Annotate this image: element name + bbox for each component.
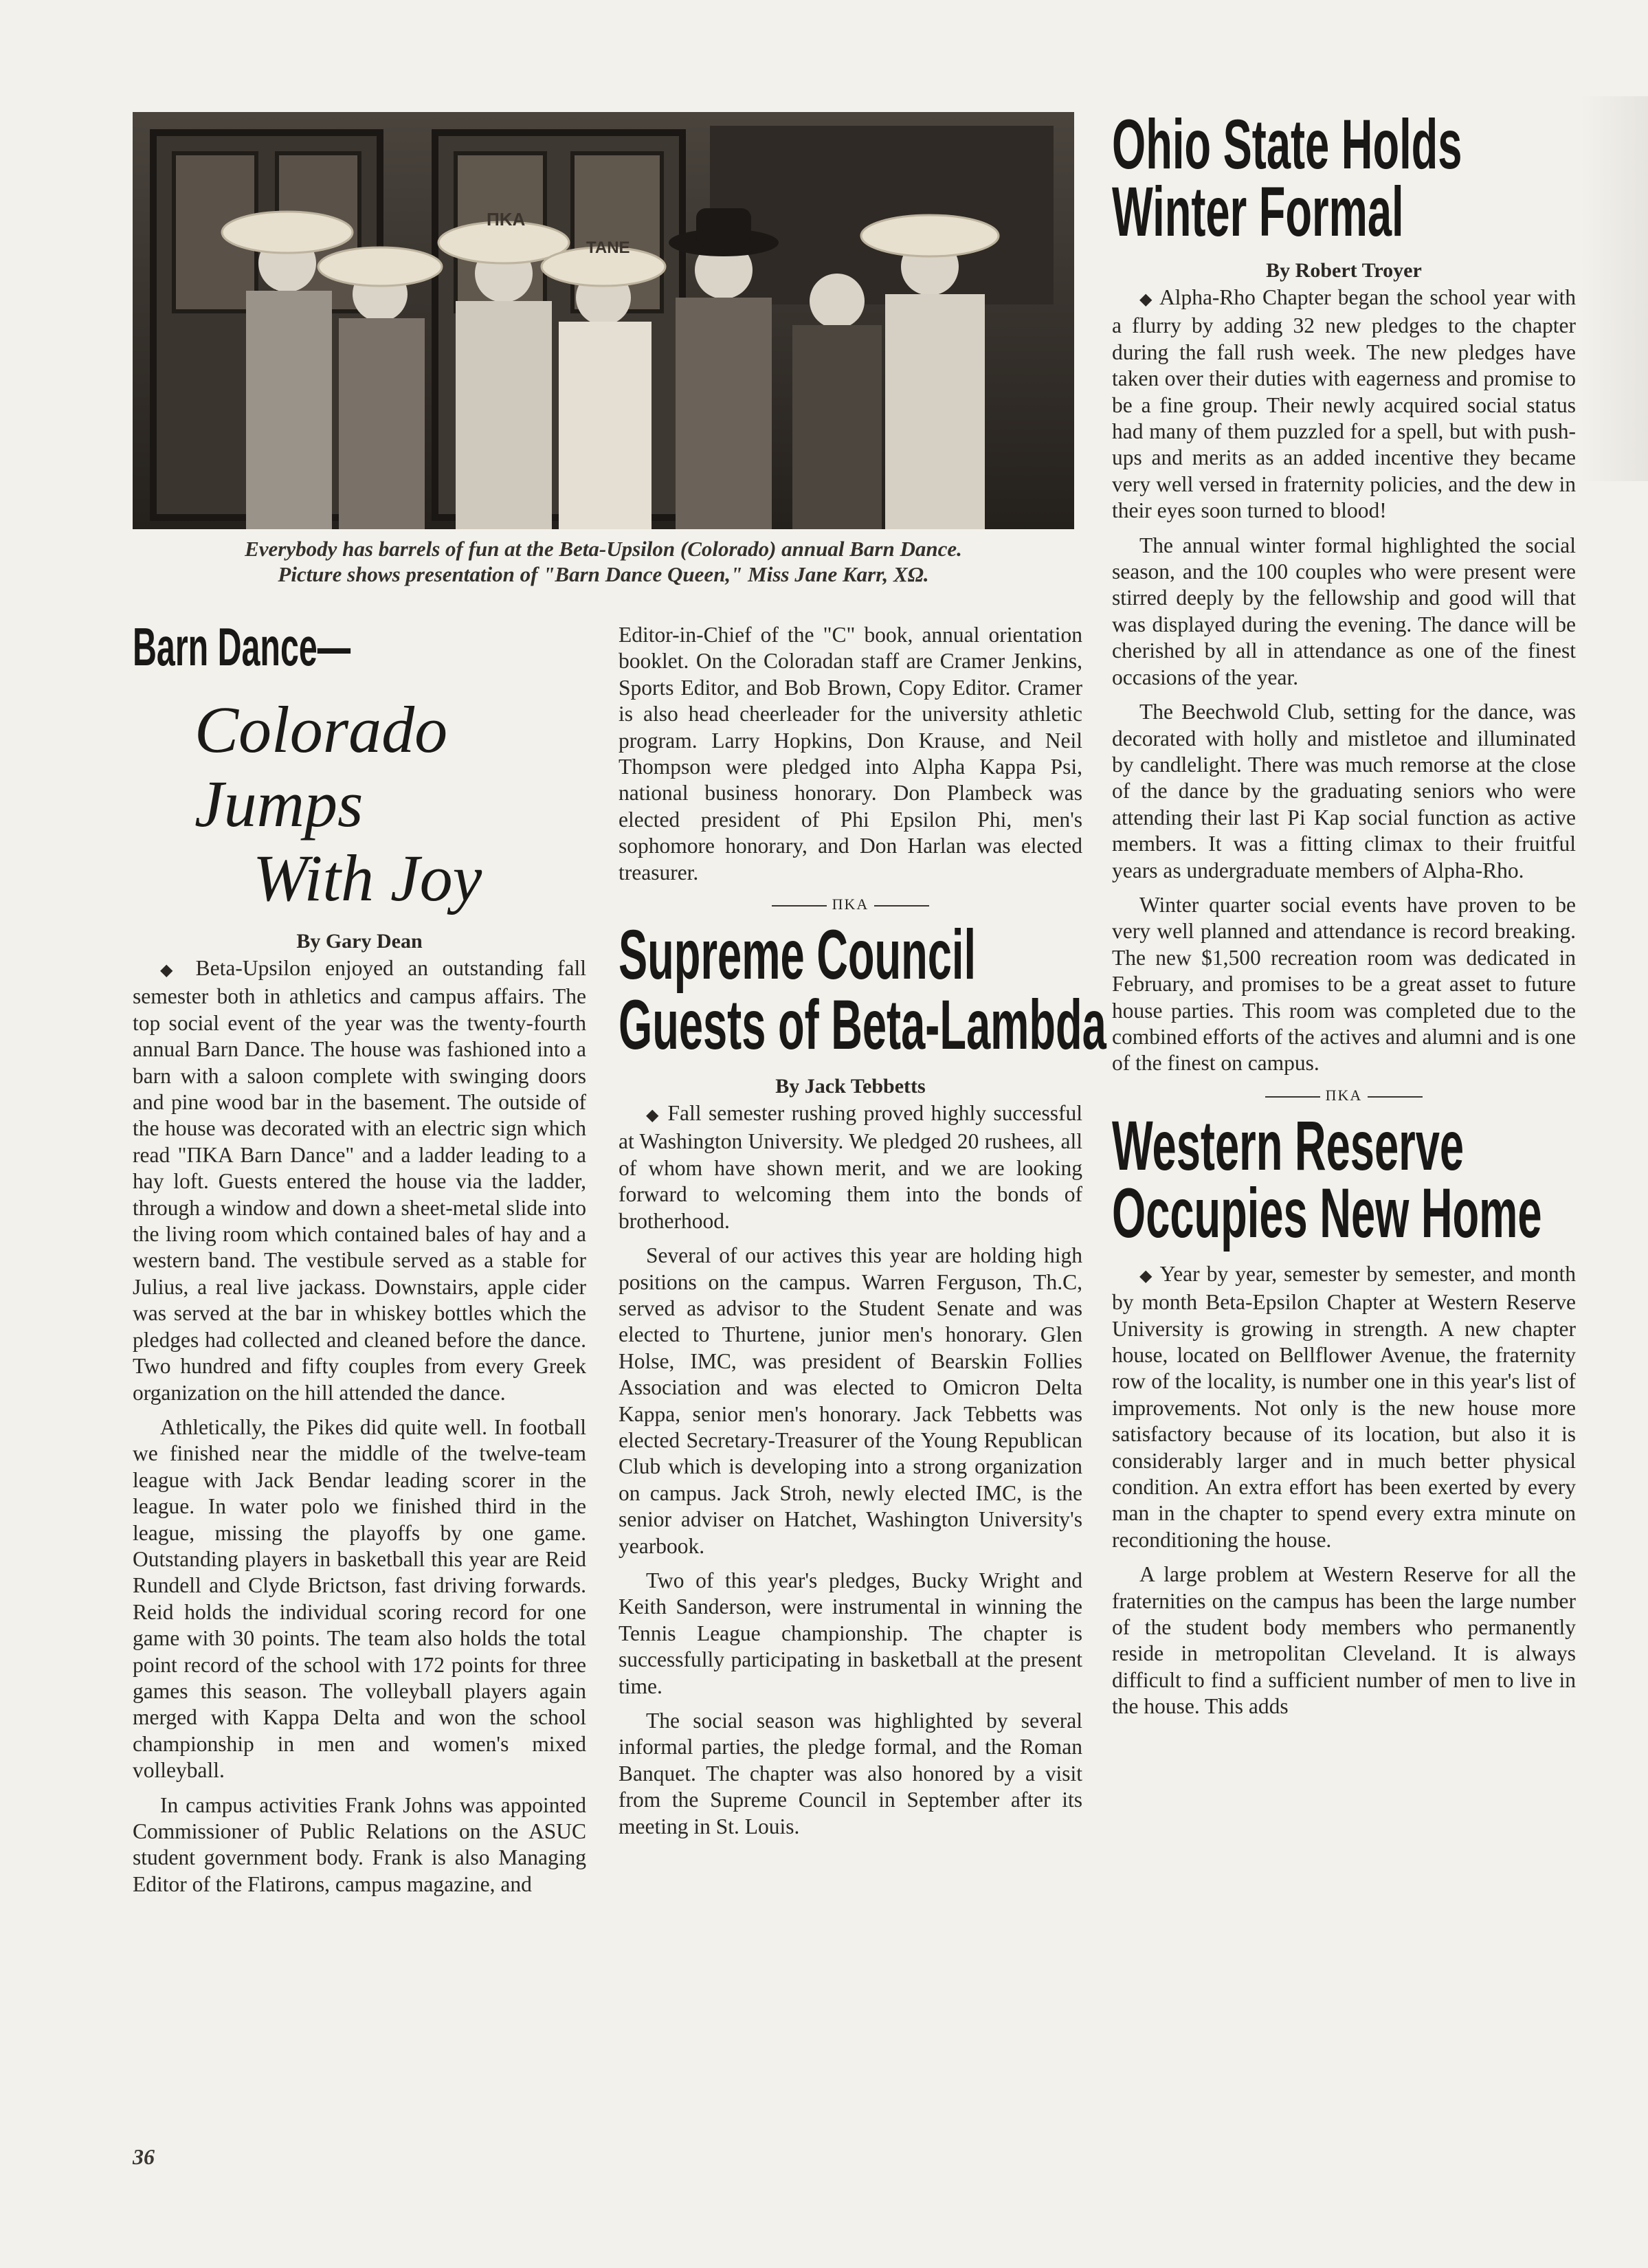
diamond-icon: ◆: [1139, 1267, 1154, 1285]
article2-paragraph-4: The social season was highlighted by several informal parties, the pledge formal, and the Roman Banquet. The chapter was also honored by a visit from the Supreme Council in September after its meeting in St. Louis.: [619, 1709, 1082, 1838]
article1-byline: By Gary Dean: [296, 930, 423, 953]
article3-paragraph-2: The annual winter formal highlighted the social season, and the 100 couples who were present were stirred deeply by the fellowship and good will that was displayed during the evening. The dance will be cherished by all in attendance as one of the finest occasions of the year.: [1112, 533, 1576, 689]
article1-title: Barn Dance—: [133, 616, 351, 677]
article3-byline: By Robert Troyer: [1266, 259, 1422, 282]
diamond-icon: ◆: [646, 1107, 661, 1125]
article2-title-line-1: Supreme Council: [619, 915, 977, 994]
separator-1: ΠΚΑ: [619, 894, 1082, 915]
diamond-icon: ◆: [1139, 291, 1154, 309]
article3-paragraph-1: ◆ Alpha-Rho Chapter began the school year with a flurry by adding 32 new pledges to the chapter during the fall rush week. The new pledges have taken over their duties with eagerness and promise to be a fine group. Their newly acquired social status had many of them puzzled for a spell, but with push-ups and merits as an added incentive they became very well versed in fraternity policies, and the dew in their eyes soon turned to blood!: [1112, 285, 1576, 523]
article3-title-line-2: Winter Formal: [1112, 173, 1404, 251]
article3-paragraph-4: Winter quarter social events have proven to be very well planned and attendance is record breaking. The new $1,500 recreation room was dedicated in February, and promises to be a great asset to future house parties. This room was completed due to the combined efforts of the actives and alumni and is one of the finest on campus.: [1112, 892, 1576, 1076]
article1-paragraph-1: ◆ Beta-Upsilon enjoyed an outstanding fall semester both in athletics and campus affairs. The top social event of the year was the twenty-fourth annual Barn Dance. The house was fashioned into a barn with a saloon complete with swinging doors and pine wood bar in the basement. The outside of the house was decorated with an electric sign which read "ΠΚΑ Barn Dance" and a ladder leading to a hay loft. Guests entered the house via the ladder, through a window and down a sheet-metal slide into the living room which contained bales of hay and a western band. The vestibule served as a stable for Julius, a real live jackass. Downstairs, apple cider was served at the bar in whiskey bottles which the pledges had collected and cleaned before the dance. Two hundred and fifty couples from every Greek organization on the hill attended the dance.: [133, 956, 587, 1405]
article1-script-line-2: With Joy: [253, 841, 482, 915]
photo-illustration: [133, 112, 1074, 529]
photo-caption: [133, 536, 1074, 587]
article4-title-line-2: Occupies New Home: [1112, 1173, 1542, 1252]
article1-paragraph-4: Editor-in-Chief of the "C" book, annual orientation booklet. On the Coloradan staff are Cramer Jenkins, Sports Editor, and Bob Brown, Copy Editor. Cramer is also head cheerleader for the university athletic program. Larry Hopkins, Don Krause, and Neil Thompson were pledged into Alpha Kappa Psi, national business honorary. Don Plambeck was elected president of Phi Epsilon Phi, men's sophomore honorary, and Don Harlan was elected treasurer.: [619, 623, 1082, 885]
column-left: [133, 616, 587, 1906]
article2-title-line-2: Guests of Beta-Lambda: [619, 986, 1106, 1065]
article4-paragraph-2: A large problem at Western Reserve for all the fraternities on the campus has been the large number of the student body members who permanently reside in metropolitan Cleveland. It is always difficult to find a sufficient number of men to live in the house. This adds: [1112, 1562, 1576, 1719]
article2-byline: By Jack Tebbetts: [775, 1075, 926, 1098]
page-number: 36: [133, 2144, 155, 2169]
article1-paragraph-3: In campus activities Frank Johns was appointed Commissioner of Public Relations on the ASUC student government body. Frank is also Managing Editor of the Flatirons, campus magazine, and: [133, 1792, 586, 1896]
separator-2: ΠΚΑ: [1112, 1085, 1576, 1106]
article2-paragraph-1: ◆ Fall semester rushing proved highly successful at Washington University. We pledged 20 rushees, all of whom have shown merit, and we are looking forward to welcoming them into the bonds of brotherhood.: [619, 1101, 1082, 1233]
diamond-icon: ◆: [160, 961, 182, 979]
article2-paragraph-2: Several of our actives this year are holding high positions on the campus. Warren Ferguson, Th.C, served as advisor to the Student Senate and was elected to Thurtene, junior men's honorary. Glen Holse, IMC, was president of Bearskin Follies Association and was elected to Omicron Delta Kappa, senior men's honorary. Jack Tebbetts was elected Secretary-Treasurer of the Young Republican Club which is developing into a strong organization on campus. Jack Stroh, newly elected IMC, is the senior adviser on Hatchet, Washington University's yearbook.: [619, 1243, 1082, 1558]
page-edge-shadow: [1581, 96, 1648, 481]
caption-line-2: Picture shows presentation of "Barn Dance Queen," Miss Jane Karr, ΧΩ.: [278, 562, 929, 586]
article3-title-line-1: Ohio State Holds: [1112, 105, 1462, 184]
article4-title-line-1: Western Reserve: [1112, 1106, 1465, 1185]
hat-letters-pka: ΠΚΑ: [487, 209, 526, 230]
caption-line-1: Everybody has barrels of fun at the Beta-Upsilon (Colorado) annual Barn Dance.: [245, 537, 962, 561]
article2-paragraph-3: Two of this year's pledges, Bucky Wright and Keith Sanderson, were instrumental in winning the Tennis League championship. The chapter is successfully participating in basketball at the present time.: [619, 1568, 1082, 1698]
hat-letters-tane: TANE: [586, 238, 630, 257]
column-right: [1112, 105, 1576, 1728]
article4-paragraph-1: ◆ Year by year, semester by semester, and month by month Beta-Epsilon Chapter at Western Reserve University is growing in strength. A new chapter house, located on Bellflower Avenue, the fraternity row of the locality, is number one in this year's list of improvements. Not only is the new house more satisfactory because of its location, but also it is considerably larger and in much better physical condition. An extra effort has been exerted by every man in the chapter to spend every extra minute on reconditioning the house.: [1112, 1261, 1576, 1552]
column-middle: [619, 622, 1106, 1848]
article3-paragraph-3: The Beechwold Club, setting for the dance, was decorated with holly and mistletoe and illuminated by candlelight. There was much remorse at the close of the dance by the graduating seniors who were attending their last Pi Kap social function as active members. It was a fitting climax to their fruitful years as undergraduate members of Alpha-Rho.: [1112, 700, 1576, 882]
barn-dance-photo: [133, 112, 1074, 529]
article1-paragraph-2: Athletically, the Pikes did quite well. In football we finished near the middle of the twelve-team league with Jack Bendar leading scorer in the league. In water polo we finished third in the league, missing the playoffs by one game. Outstanding players in basketball this year are Reid Rundell and Clyde Brictson, fast driving forwards. Reid holds the individual scoring record for one game with 30 points. The team also holds the total point record of the school with 172 points for three games this season. The volleyball players again merged with Kappa Delta and won the school championship in men and women's mixed volleyball.: [133, 1414, 586, 1783]
article1-script-line-1: Colorado Jumps: [194, 693, 448, 841]
